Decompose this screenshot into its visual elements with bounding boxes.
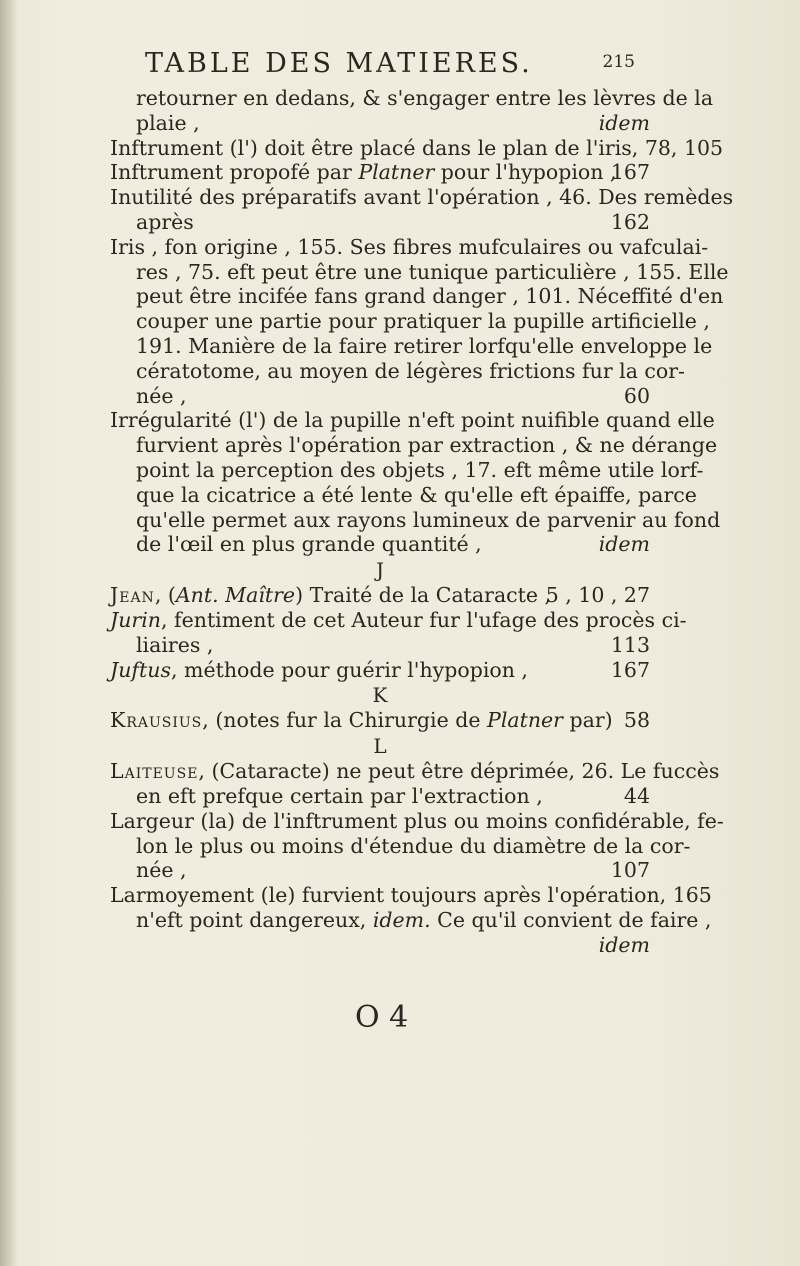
page-ref: idem [598, 532, 650, 557]
entry-text: idem. [372, 907, 431, 932]
entry-line [110, 759, 720, 784]
page-ref: 58 [623, 708, 650, 733]
entry-text: de l'œil en plus grande quantité , [136, 532, 482, 557]
page-ref: 167 [610, 160, 650, 185]
entry-line [110, 185, 734, 210]
entry-text: Irrégularité (l') de la pupille n'eft point nuifible quand elle [110, 408, 715, 433]
entry-text: Inutilité des préparatifs avant l'opération , 46. Des remèdes [110, 185, 734, 210]
entry-text: , ( [154, 583, 176, 608]
entry-text: liaires , [136, 632, 214, 657]
entry-text: retourner en dedans, & s'engager entre les lèvres de la [136, 86, 714, 110]
entry-text: couper une partie pour pratiquer la pupille artificielle , [136, 309, 710, 334]
entry-line [110, 358, 685, 384]
author-name: Juftus [110, 657, 171, 682]
entry-line [110, 482, 697, 508]
entry-text: après [136, 209, 194, 234]
page-ref: idem [598, 932, 650, 957]
page-ref: 167 [610, 657, 650, 682]
author-name: Jean [110, 583, 155, 608]
entry-text: furvient après l'opération par extraction , & ne dérange [136, 433, 718, 458]
entry-line [110, 111, 650, 136]
section-letter-j: J [375, 558, 385, 583]
entry-line [110, 607, 687, 633]
entry-line [110, 883, 712, 908]
entry-line [110, 457, 704, 483]
page-ref: 162 [610, 209, 650, 234]
author-name: Jurin [110, 607, 161, 632]
entry-text: Inftrument (l') doit être placé dans le plan de l'iris, 78, 105 [110, 135, 724, 160]
entry-text: née , [136, 383, 187, 408]
page-ref: 60 [623, 383, 650, 408]
entry-line [110, 532, 650, 557]
entry-line [110, 284, 724, 309]
page-ref: 113 [610, 632, 650, 657]
page-ref: 107 [610, 858, 650, 883]
binding-shadow [0, 0, 18, 1266]
entry-line [110, 86, 714, 111]
entry-text: , méthode pour guérir l'hypopion , [170, 657, 528, 682]
entry-text: lon le plus ou moins d'étendue du diamètre de la cor- [136, 833, 691, 858]
entry-text: 191. Manière de la faire retirer lorfqu'elle enveloppe le [136, 333, 713, 358]
entry-text: Largeur (la) de l'inftrument plus ou moins confidérable, fe- [110, 808, 724, 833]
entry-text: plaie , [136, 110, 200, 135]
entry-text: pour l'hypopion , [440, 160, 617, 185]
entry-line [110, 160, 650, 185]
author-name: Platner [487, 708, 563, 733]
entry-line [110, 384, 650, 409]
entry-text: , fentiment de cet Auteur fur l'ufage des procès ci- [160, 607, 687, 632]
entry-line [110, 858, 650, 883]
entry-line [110, 135, 724, 161]
entry-text: Ce qu'il convient de faire , [437, 907, 712, 932]
entry-line [110, 633, 650, 658]
entry-text: peut être incifée fans grand danger , 101. Néceffité d'en [136, 284, 724, 309]
entry-line [110, 507, 721, 533]
page-ref: idem [598, 110, 650, 135]
page-header [145, 48, 635, 82]
page-number: 215 [602, 52, 635, 72]
author-name: Ant. Maître [175, 583, 296, 608]
section-letter-l: L [373, 734, 387, 759]
entry-line [110, 907, 712, 933]
entry-line [110, 433, 718, 458]
entry-keyword: Laiteuse [110, 759, 199, 784]
signature-mark: O 4 [355, 1000, 409, 1035]
entry-line [110, 234, 709, 260]
entry-text: Iris , fon origine , 155. Ses fibres mufculaires ou vafculai- [110, 234, 709, 259]
page-ref: 5 , 10 , 27 [545, 583, 650, 608]
entry-line [110, 708, 650, 733]
section-letter-k: K [372, 683, 388, 708]
entry-text: cératotome, au moyen de légères frictions fur la cor- [136, 358, 685, 383]
index-content [110, 86, 734, 958]
entry-text: Larmoyement (le) furvient toujours après l'opération, 165 [110, 883, 712, 908]
entry-text: , (Cataracte) ne peut être déprimée, 26. Le fuccès [198, 759, 720, 784]
entry-line [110, 933, 650, 958]
entry-line [110, 259, 729, 285]
entry-text: point la perception des objets , 17. eft même utile lorf- [136, 457, 704, 482]
author-name: Platner [358, 160, 435, 185]
entry-line [110, 309, 710, 334]
entry-text: née , [136, 858, 187, 883]
page-ref: 44 [623, 783, 650, 808]
entry-text: qu'elle permet aux rayons lumineux de parvenir au fond [136, 507, 721, 532]
entry-text: res , 75. eft peut être une tunique particulière , 155. Elle [136, 259, 729, 284]
author-name: Krausius [110, 708, 203, 733]
running-title: TABLE DES MATIERES. [145, 48, 533, 79]
entry-text: par) [569, 708, 613, 733]
entry-line [110, 210, 650, 235]
entry-text: en eft prefque certain par l'extraction , [136, 783, 543, 808]
entry-text: Inftrument propofé par [110, 160, 352, 185]
entry-line [110, 583, 650, 608]
entry-line [110, 658, 650, 683]
entry-text: ) Traité de la Cataracte , [295, 583, 552, 608]
entry-line [110, 833, 691, 859]
entry-text: , (notes fur la Chirurgie de [202, 708, 481, 733]
entry-text: que la cicatrice a été lente & qu'elle eft épaiffe, parce [136, 482, 697, 507]
entry-line [110, 333, 713, 359]
entry-text: n'eft point dangereux, [136, 907, 367, 932]
entry-line [110, 784, 650, 809]
entry-line [110, 408, 715, 433]
entry-line [110, 808, 724, 834]
